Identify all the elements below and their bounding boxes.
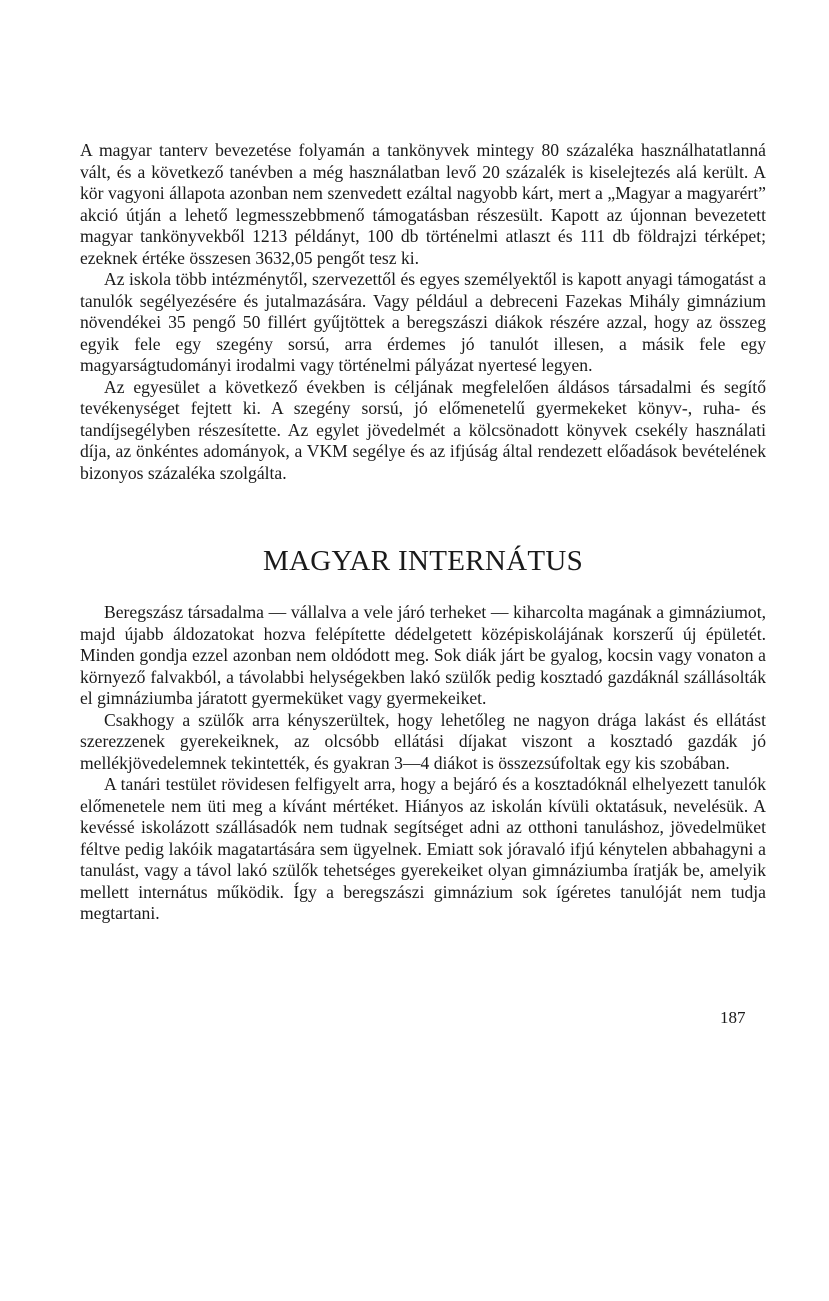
paragraph: A tanári testület rövidesen felfigyelt arra, hogy a bejáró és a kosztadóknál elhelyezett tanulók előmenetele nem üti meg a kívánt mértéket. Hiányos az iskolán kívüli oktatásuk, nevelésük. A kevéssé iskolázott szállásadók nem tudnak segítséget adni az otthoni tanuláshoz, jövedelmüket féltve pedig lakóik magatartására sem ügyelnek. Emiatt sok jóravaló ifjú kénytelen abbahagyni a tanulást, vagy a távol lakó szülők tehetséges gyerekeiket olyan gimnáziumba íratják be, amelyik mellett internátus működik. Így a beregszászi gimnázium sok ígéretes tanulóját nem tudja megtartani. [80,774,766,923]
paragraph: Csakhogy a szülők arra kényszerültek, hogy lehetőleg ne nagyon drága lakást és ellátást szerezzenek gyerekeiknek, az olcsóbb ellátási díjakat viszont a kosztadó gazdák jó mellékjövedelemnek tekintették, és gyakran 3—4 diákot is összezsúfoltak egy kis szobában. [80,709,766,773]
paragraph: Beregszász társadalma — vállalva a vele járó terheket — kiharcolta magának a gimnáziumot, majd újabb áldozatokat hozva felépítette dédelgetett középiskolájának korszerű új épületét. Minden gondja ezzel azonban nem oldódott meg. Sok diák járt be gyalog, kocsin vagy vonaton a környező falvakból, a távolabbi helységekben lakó szülők pedig kosztadó gazdáknál szállásolták el gimnáziumba járatott gyermeküket vagy gyermekeiket. [80,602,766,708]
paragraph: Az egyesület a következő években is céljának megfelelően áldásos társadalmi és segítő tevékenységet fejtett ki. A szegény sorsú, jó előmenetelű gyermekeket könyv-, ruha- és tandíjsegélyben részesítette. Az egylet jövedelmét a kölcsönadott könyvek csekély használati díja, az önkéntes adományok, a VKM segélye és az ifjúság által rendezett előadások bevételének bizonyos százaléka szolgálta. [80,376,766,483]
section-heading: MAGYAR INTERNÁTUS [262,545,584,577]
page-number: 187 [720,1008,746,1027]
paragraph: A magyar tanterv bevezetése folyamán a tankönyvek mintegy 80 százaléka használhatatlanná vált, és a következő tanévben a még használatban levő 20 százalék is kiselejtezés alá került. A kör vagyoni állapota azonban nem szenvedett ezáltal nagyobb kárt, mert a „Magyar a magyarért” akció útján a lehető legmesszebbmenő támogatásban részesült. Kapott az újonnan bevezetett magyar tankönyvekből 1213 példányt, 100 db történelmi atlaszt és 111 db földrajzi térképet; ezeknek értéke összesen 3632,05 pengőt tesz ki. [80,140,766,268]
paragraph: Az iskola több intézménytől, szervezettől és egyes személyektől is kapott anyagi támogatást a tanulók segélyezésére és jutalmazására. Vagy például a debreceni Fazekas Mihály gimnázium növendékei 35 pengő 50 fillért gyűjtöttek a beregszászi diákok részére azzal, hogy az összeg egyik fele egy szegény sorsú, arra érdemes jó tanulót illesen, a másik fele egy magyarságtudományi irodalmi vagy történelmi pályázat nyertesé legyen. [80,269,766,375]
page-content [80,140,766,925]
